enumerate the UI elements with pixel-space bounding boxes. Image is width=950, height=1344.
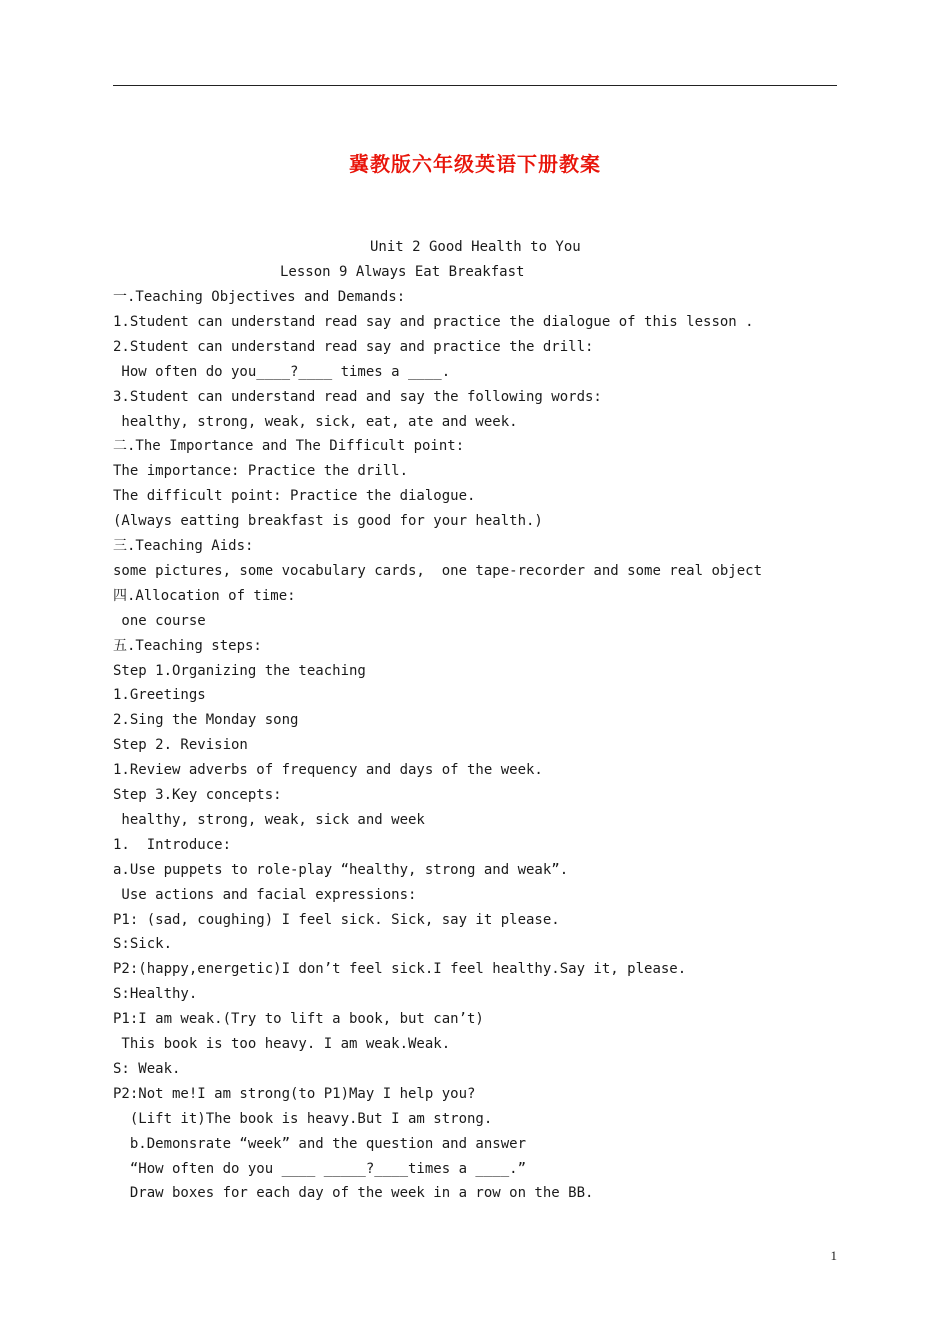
text-line: (Lift it)The book is heavy.But I am strong. bbox=[113, 1110, 493, 1127]
text-line: Step 3.Key concepts: bbox=[113, 787, 282, 803]
text-line: P1: (sad, coughing) I feel sick. Sick, say it please. bbox=[113, 911, 560, 928]
text-line: 2.Sing the Monday song bbox=[113, 712, 299, 729]
text-line: 1.Greetings bbox=[113, 687, 206, 704]
text-line: healthy, strong, weak, sick and week bbox=[113, 811, 425, 828]
unit-title: Unit 2 Good Health to You bbox=[370, 239, 581, 255]
page-title: 冀教版六年级英语下册教案 bbox=[349, 152, 601, 176]
text-line: 1.Review adverbs of frequency and days of the week. bbox=[113, 762, 543, 779]
text-line: The difficult point: Practice the dialogue. bbox=[113, 488, 476, 505]
text-line: one course bbox=[113, 612, 206, 629]
text-line: healthy, strong, weak, sick, eat, ate and week. bbox=[113, 413, 518, 430]
text-line: The importance: Practice the drill. bbox=[113, 463, 409, 480]
text-line: P2:(happy,energetic)I don’t feel sick.I feel healthy.Say it, please. bbox=[113, 961, 687, 978]
text-line: This book is too heavy. I am weak.Weak. bbox=[113, 1036, 451, 1052]
text-line: 二.The Importance and The Difficult point: bbox=[113, 438, 465, 455]
header-rule bbox=[113, 85, 837, 86]
text-line: 2.Student can understand read say and practice the drill: bbox=[113, 338, 594, 355]
text-line: b.Demonsrate “week” and the question and answer bbox=[113, 1135, 527, 1152]
text-line: Step 2. Revision bbox=[113, 737, 248, 754]
text-line: “How often do you ____ _____?____times a ____.” bbox=[113, 1160, 527, 1177]
text-line: Draw boxes for each day of the week in a row on the BB. bbox=[113, 1185, 594, 1202]
text-line: How often do you____?____ times a ____. bbox=[113, 363, 451, 380]
text-line: 一.Teaching Objectives and Demands: bbox=[113, 289, 406, 305]
lesson-title: Lesson 9 Always Eat Breakfast bbox=[280, 264, 525, 280]
text-line: 四.Allocation of time: bbox=[113, 587, 296, 604]
text-line: P1:I am weak.(Try to lift a book, but can’t) bbox=[113, 1011, 484, 1028]
text-line: S:Healthy. bbox=[113, 986, 198, 1003]
text-line: 五.Teaching steps: bbox=[113, 637, 262, 654]
text-line: Step 1.Organizing the teaching bbox=[113, 662, 366, 679]
text-line: P2:Not me!I am strong(to P1)May I help you? bbox=[113, 1085, 476, 1102]
text-line: 3.Student can understand read and say the following words: bbox=[113, 388, 602, 405]
page-number: 1 bbox=[830, 1248, 837, 1263]
text-line: 三.Teaching Aids: bbox=[113, 538, 254, 554]
text-line: some pictures, some vocabulary cards, one tape-recorder and some real object bbox=[113, 562, 763, 579]
text-line: S:Sick. bbox=[113, 936, 173, 953]
text-line: (Always eatting breakfast is good for your health.) bbox=[113, 513, 543, 530]
text-line: S: Weak. bbox=[113, 1060, 181, 1077]
text-line: Use actions and facial expressions: bbox=[113, 886, 417, 903]
text-line: a.Use puppets to role-play “healthy, strong and weak”. bbox=[113, 861, 569, 878]
text-line: 1. Introduce: bbox=[113, 836, 232, 853]
text-line: 1.Student can understand read say and practice the dialogue of this lesson . bbox=[113, 313, 754, 330]
